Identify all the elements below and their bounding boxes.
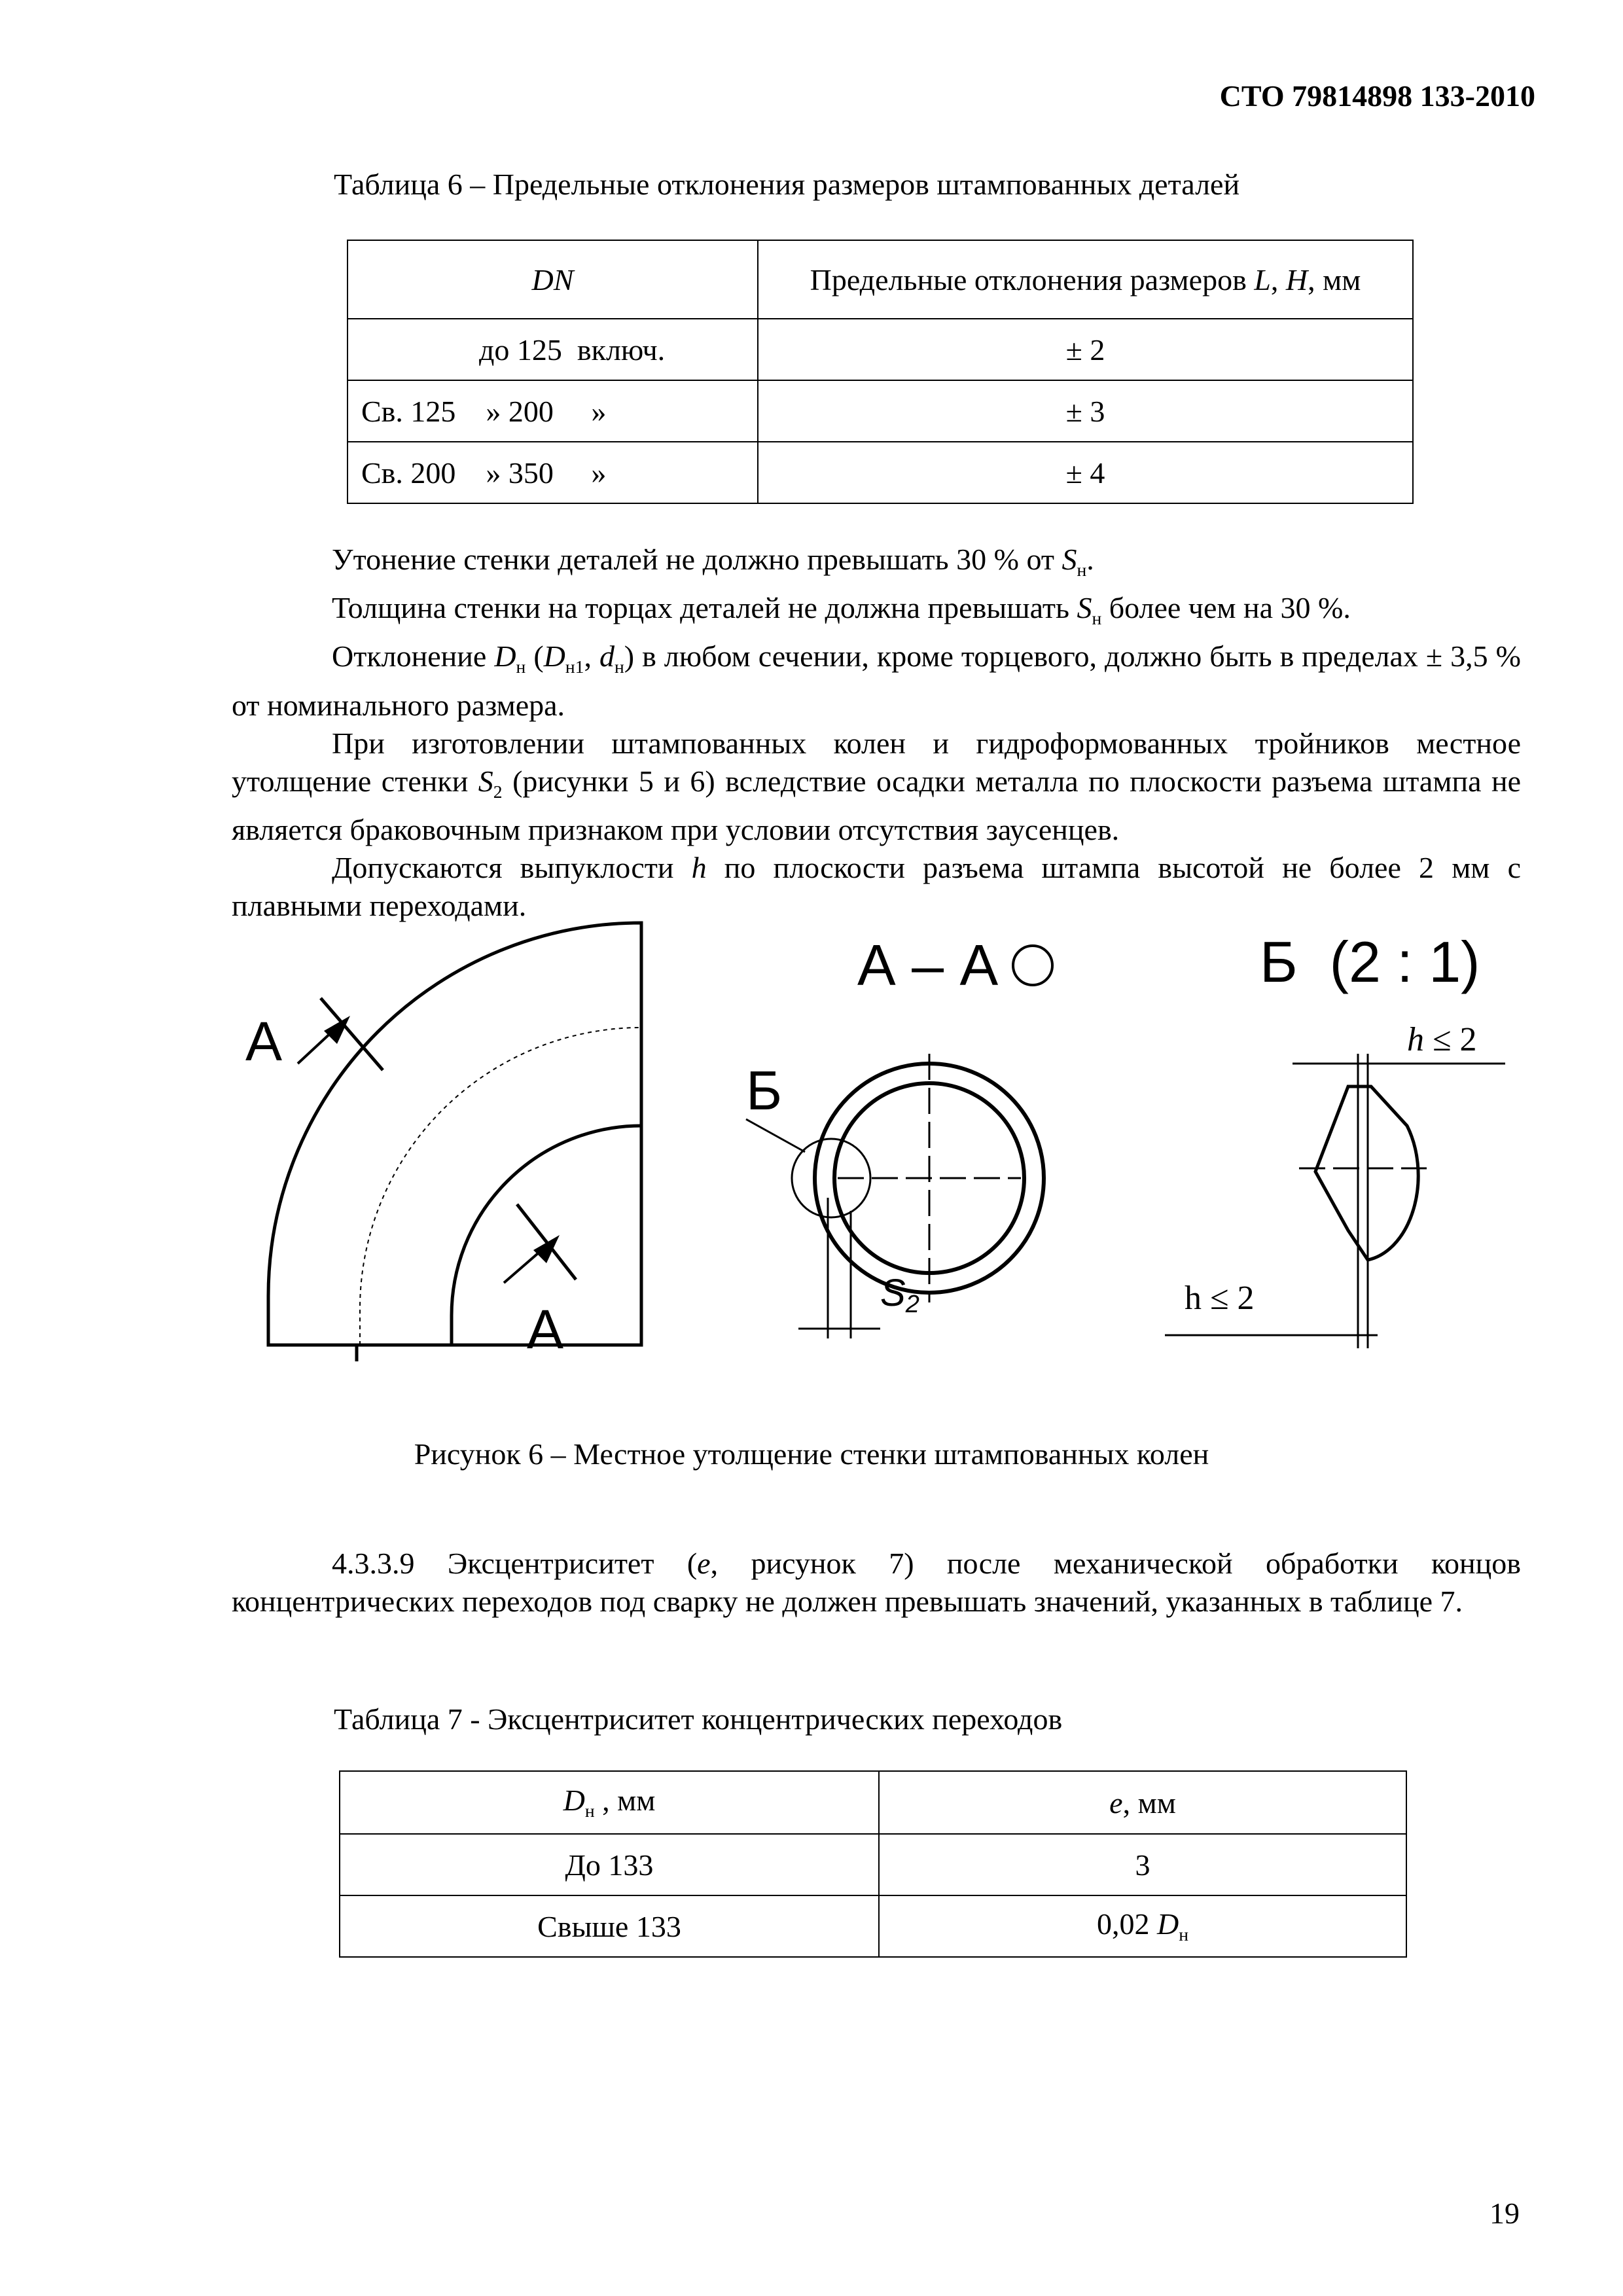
rotation-circle-icon — [1013, 946, 1052, 985]
table7-header-row — [340, 1771, 1406, 1834]
table7 — [339, 1770, 1407, 1958]
detail-b-title: Б (2 : 1) — [1260, 929, 1480, 994]
table6-header-dn: DN — [348, 240, 758, 319]
label-a-bottom: А — [527, 1299, 564, 1360]
paragraph: Отклонение $D_н$ ($D_{н1}$, $d_н$) в любом сечении, кроме торцевого, должно быть в пределах ± 3,5 % от номинального размера. — [232, 639, 1521, 722]
page-number: 19 — [1489, 2197, 1520, 2230]
section-arrows — [298, 1016, 560, 1283]
s2-label: S2 — [880, 1272, 919, 1318]
table6-dev-cell: ± 4 — [758, 442, 1413, 503]
table7-e-cell: 3 — [879, 1834, 1406, 1895]
table7-d-cell: Свыше 133 — [340, 1895, 879, 1957]
table-row — [348, 380, 1413, 442]
table-row — [348, 442, 1413, 503]
table6 — [347, 240, 1414, 504]
table6-dev-cell: ± 2 — [758, 319, 1413, 380]
table7-caption: Таблица 7 - Эксцентриситет концентрических переходов — [334, 1702, 1063, 1736]
table6-caption: Таблица 6 – Предельные отклонения размеров штампованных деталей — [334, 168, 1240, 201]
h-limit-bottom: h ≤ 2 — [1185, 1280, 1255, 1317]
table-row — [348, 319, 1413, 380]
body-text — [232, 541, 1521, 925]
table6-dn-cell: Св. 200 » 350 » — [348, 442, 758, 503]
paragraph: 4.3.3.9 Эксцентриситет (е, рисунок 7) после механической обработки концов концентрических переходов под сварку не должен превышать значений, указанных в таблице 7. — [232, 1547, 1521, 1618]
paragraph: Допускаются выпуклости h по плоскости разъема штампа высотой не более 2 мм с плавными переходами. — [232, 850, 1521, 922]
paragraph: При изготовлении штампованных колен и гидроформованных тройников местное утолщение стенки $S_2$ (рисунки 5 и 6) вследствие осадки металла по плоскости разъема штампа не является браковочным признаком при условии отсутствия заусенцев. — [232, 726, 1521, 846]
figure6-caption: Рисунок 6 – Местное утолщение стенки штампованных колен — [414, 1437, 1209, 1471]
paragraph: Толщина стенки на торцах деталей не должна превышать $S_н$ более чем на 30 %. — [332, 591, 1351, 629]
label-a-top: А — [245, 1011, 283, 1072]
table7-e-cell: 0,02 $D_н$ — [879, 1895, 1406, 1957]
section-a-a-title: А – А — [857, 933, 999, 997]
h-limit-top: h ≤ 2 — [1407, 1021, 1477, 1058]
paragraph: Утонение стенки деталей не должно превышать 30 % от $S_н$. — [332, 543, 1094, 581]
table6-dn-cell: до 125 включ. — [348, 319, 758, 380]
table-row — [340, 1834, 1406, 1895]
elbow-drawing — [268, 923, 641, 1361]
table6-dev-cell: ± 3 — [758, 380, 1413, 442]
table6-dn-cell: Св. 125 » 200 » — [348, 380, 758, 442]
section-4339 — [232, 1545, 1521, 1621]
table6-header-row — [348, 240, 1413, 319]
label-b: Б — [746, 1060, 783, 1121]
figure6-drawing — [0, 903, 1623, 1414]
table7-d-cell: До 133 — [340, 1834, 879, 1895]
document-code: СТО 79814898 133-2010 — [1219, 79, 1535, 113]
table7-header-d: $D_н$ , мм — [340, 1771, 879, 1834]
table6-header-deviation: Предельные отклонения размеров L, H, мм — [758, 240, 1413, 319]
table-row — [340, 1895, 1406, 1957]
table7-header-e: е, мм — [879, 1771, 1406, 1834]
